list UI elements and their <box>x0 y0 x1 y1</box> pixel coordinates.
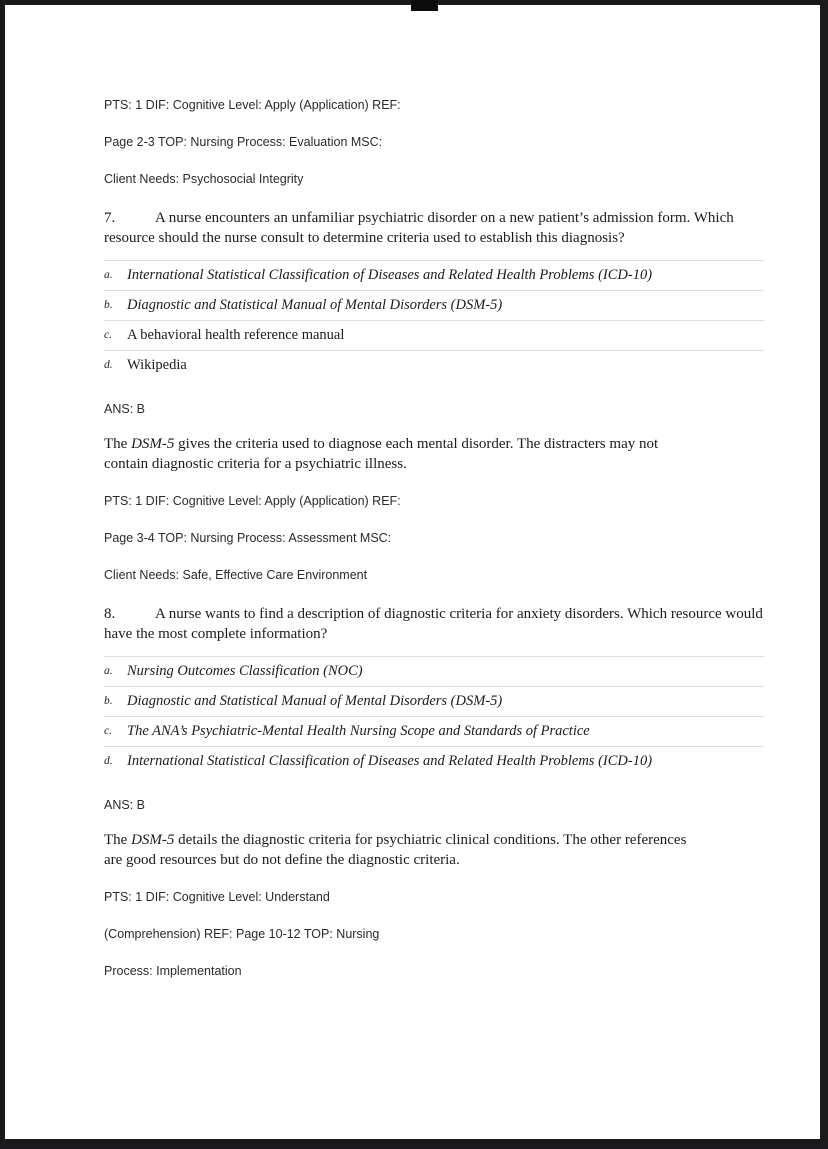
answer-option-row <box>104 291 764 321</box>
meta-line: (Comprehension) REF: Page 10-12 TOP: Nursing <box>104 927 380 941</box>
option-text: Diagnostic and Statistical Manual of Mental Disorders (DSM-5) <box>127 297 503 313</box>
rationale-text <box>104 831 704 870</box>
page-top-tab <box>411 0 438 11</box>
answer-option-row <box>104 747 764 776</box>
question-7-options <box>104 260 764 380</box>
question-8-options <box>104 656 764 776</box>
option-letter: b. <box>104 299 113 311</box>
meta-block-top <box>104 98 764 187</box>
meta-line: Client Needs: Safe, Effective Care Environment <box>104 568 368 582</box>
option-text: The ANA’s Psychiatric-Mental Health Nursing Scope and Standards of Practice <box>127 723 590 739</box>
answer-option-row <box>104 261 764 291</box>
meta-block-q7 <box>104 494 764 583</box>
option-letter: c. <box>104 725 112 737</box>
meta-block-q8 <box>104 890 764 979</box>
meta-line: Client Needs: Psychosocial Integrity <box>104 172 304 186</box>
question-text: A nurse encounters an unfamiliar psychiatric disorder on a new patient’s admission form. Which resource should the nurse consult to determine criteria used to establish this diagnosis? <box>104 210 734 246</box>
question-number: 8. <box>104 606 116 622</box>
option-text: Wikipedia <box>127 357 187 373</box>
rationale-post: details the diagnostic criteria for psychiatric clinical conditions. The other references are good resources but do not define the diagnostic criteria. <box>104 832 687 868</box>
rationale-post: gives the criteria used to diagnose each mental disorder. The distracters may not contain diagnostic criteria for a psychiatric illness. <box>104 436 659 472</box>
option-text: International Statistical Classification of Diseases and Related Health Problems (ICD-10) <box>127 267 653 283</box>
option-text: Diagnostic and Statistical Manual of Mental Disorders (DSM-5) <box>127 693 503 709</box>
option-text: International Statistical Classification of Diseases and Related Health Problems (ICD-10) <box>127 753 653 769</box>
meta-line: PTS: 1 DIF: Cognitive Level: Understand <box>104 890 330 904</box>
option-letter: b. <box>104 695 113 707</box>
rationale-text <box>104 435 704 474</box>
option-text: Nursing Outcomes Classification (NOC) <box>127 663 363 679</box>
question-8 <box>104 605 764 644</box>
option-letter: d. <box>104 755 113 767</box>
meta-line: Page 3-4 TOP: Nursing Process: Assessment MSC: <box>104 531 392 545</box>
meta-line: PTS: 1 DIF: Cognitive Level: Apply (Application) REF: <box>104 98 401 112</box>
meta-line: Page 2-3 TOP: Nursing Process: Evaluation MSC: <box>104 135 383 149</box>
answer-option-row <box>104 657 764 687</box>
answer-option-row <box>104 717 764 747</box>
option-letter: c. <box>104 329 112 341</box>
answer-option-row <box>104 687 764 717</box>
rationale-italic-term: DSM-5 <box>131 832 175 848</box>
option-letter: a. <box>104 269 113 281</box>
rationale-pre: The <box>104 832 132 848</box>
option-letter: a. <box>104 665 113 677</box>
option-text: A behavioral health reference manual <box>127 327 345 343</box>
question-text: A nurse wants to find a description of diagnostic criteria for anxiety disorders. Which resource would have the most complete information? <box>104 606 763 642</box>
question-7 <box>104 209 764 248</box>
meta-line: PTS: 1 DIF: Cognitive Level: Apply (Application) REF: <box>104 494 401 508</box>
meta-line: Process: Implementation <box>104 964 242 978</box>
answer-line: ANS: B <box>104 798 145 812</box>
rationale-italic-term: DSM-5 <box>131 436 175 452</box>
answer-option-row <box>104 321 764 351</box>
question-number: 7. <box>104 210 116 226</box>
page-content <box>5 5 820 979</box>
document-page <box>5 5 820 1139</box>
option-letter: d. <box>104 359 113 371</box>
answer-line: ANS: B <box>104 402 145 416</box>
answer-option-row <box>104 351 764 380</box>
rationale-pre: The <box>104 436 132 452</box>
